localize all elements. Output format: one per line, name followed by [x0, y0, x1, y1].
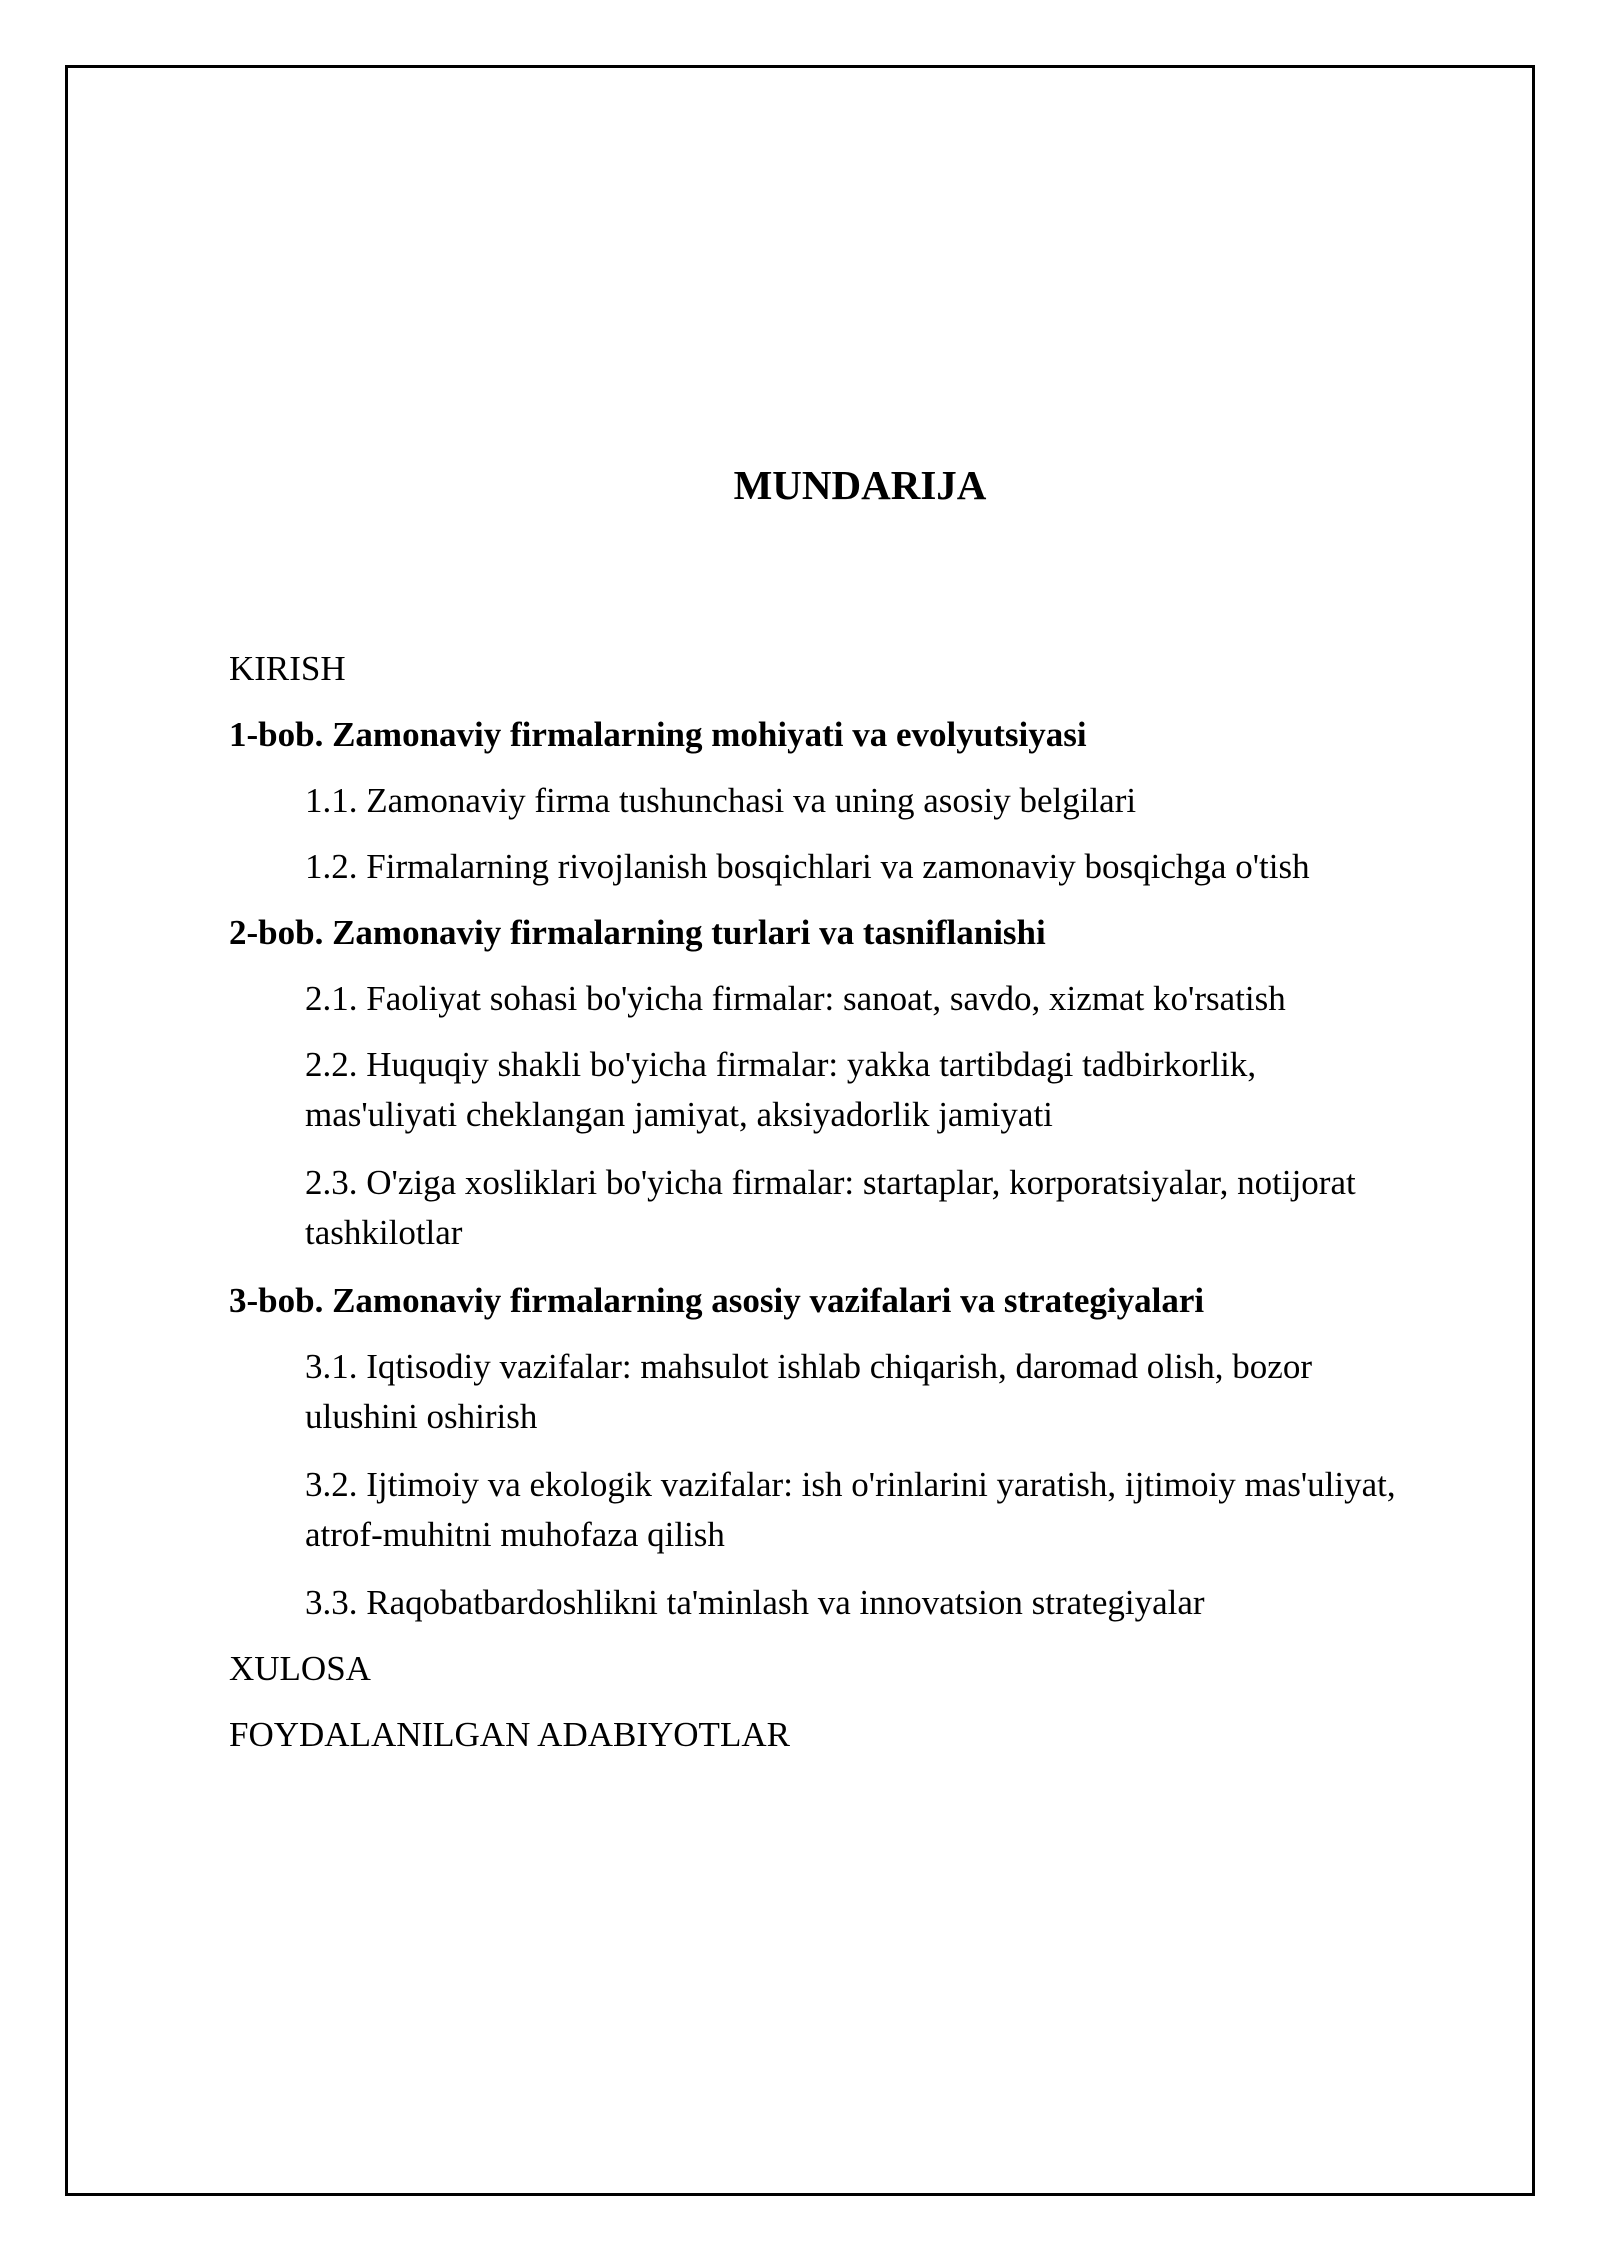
- toc-entry-intro: KIRISH: [229, 649, 346, 688]
- toc-section-2-2-line2: mas'uliyati cheklangan jamiyat, aksiyadorlik jamiyati: [305, 1095, 1053, 1134]
- toc-section-2-2: [229, 1032, 1489, 1140]
- toc-section-2-1: 2.1. Faoliyat sohasi bo'yicha firmalar: sanoat, savdo, xizmat ko'rsatish: [305, 979, 1286, 1018]
- toc-chapter-2: 2-bob. Zamonaviy firmalarning turlari va tasniflanishi: [229, 913, 1046, 952]
- toc-chapter-1: 1-bob. Zamonaviy firmalarning mohiyati va evolyutsiyasi: [229, 715, 1087, 754]
- toc-section-2-3: [229, 1150, 1489, 1258]
- toc-section-2-2-line1: 2.2. Huquqiy shakli bo'yicha firmalar: yakka tartibdagi tadbirkorlik,: [305, 1045, 1257, 1084]
- toc-section-3-2: [229, 1452, 1489, 1560]
- toc-section-3-1: [229, 1334, 1489, 1442]
- toc-section-3-2-line2: atrof-muhitni muhofaza qilish: [305, 1515, 725, 1554]
- toc-entry-references: FOYDALANILGAN ADABIYOTLAR: [229, 1715, 790, 1754]
- toc-section-3-2-line1: 3.2. Ijtimoiy va ekologik vazifalar: ish o'rinlarini yaratish, ijtimoiy mas'uliyat,: [305, 1465, 1396, 1504]
- table-of-contents: [229, 636, 1489, 1768]
- toc-section-3-1-line1: 3.1. Iqtisodiy vazifalar: mahsulot ishlab chiqarish, daromad olish, bozor: [305, 1347, 1313, 1386]
- toc-section-2-3-line1: 2.3. O'ziga xosliklari bo'yicha firmalar: startaplar, korporatsiyalar, notijorat: [305, 1163, 1356, 1202]
- toc-section-3-1-line2: ulushini oshirish: [305, 1397, 538, 1436]
- page-title: MUNDARIJA: [733, 462, 987, 508]
- toc-entry-conclusion: XULOSA: [229, 1649, 371, 1688]
- toc-section-1-1: 1.1. Zamonaviy firma tushunchasi va uning asosiy belgilari: [305, 781, 1137, 820]
- toc-section-1-2: 1.2. Firmalarning rivojlanish bosqichlari va zamonaviy bosqichga o'tish: [305, 847, 1310, 886]
- toc-section-3-3: 3.3. Raqobatbardoshlikni ta'minlash va innovatsion strategiyalar: [305, 1583, 1205, 1622]
- toc-section-2-3-line2: tashkilotlar: [305, 1213, 463, 1252]
- toc-chapter-3: 3-bob. Zamonaviy firmalarning asosiy vazifalari va strategiyalari: [229, 1281, 1205, 1320]
